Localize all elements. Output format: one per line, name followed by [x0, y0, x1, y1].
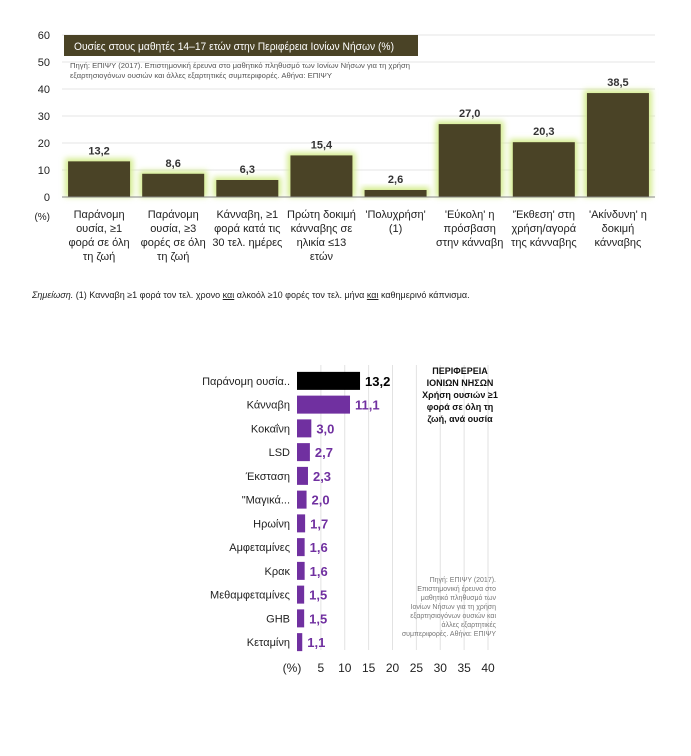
- x-category-label: τη ζωή: [157, 251, 190, 263]
- footnote: [32, 290, 470, 300]
- x-unit-label: (%): [282, 661, 302, 675]
- footnote-text-2: αλκοόλ ≥10 φορές τον τελ. μήνα: [234, 290, 367, 300]
- y-category-label: Κρακ: [264, 565, 290, 578]
- footnote-and-1: και: [222, 290, 235, 300]
- source-line: Επιστημονική έρευνα στο: [417, 586, 496, 593]
- x-category-label: φορά σε όλη: [68, 237, 130, 249]
- x-category-label: φορά κατά τις: [214, 223, 281, 235]
- chart-substances-students: [0, 0, 691, 285]
- x-tick-label-7: 40: [481, 661, 495, 675]
- x-category-label: πρόσβαση: [443, 223, 496, 235]
- y-tick-label-3: 30: [37, 111, 50, 123]
- x-category-label: 'Ακίνδυνη' η: [588, 209, 647, 221]
- data-label: 2,6: [387, 173, 404, 186]
- x-tick-label-0: 5: [317, 661, 325, 675]
- x-category-label: ηλικία ≤13: [296, 237, 347, 249]
- bar: [297, 514, 305, 532]
- y-tick-label-0: 0: [43, 192, 50, 204]
- x-category-label: δοκιμή: [601, 223, 635, 235]
- bar: [297, 491, 307, 509]
- bar: [297, 562, 305, 580]
- chart-title: ΙΟΝΙΩΝ ΝΗΣΩΝ: [426, 378, 494, 388]
- x-category-label: Κάνναβη, ≥1: [216, 209, 279, 221]
- bar: [142, 174, 204, 197]
- bar: [365, 190, 427, 197]
- footnote-text-1: (1) Κανναβη ≥1 φορά τον τελ. χρονο: [73, 290, 223, 300]
- source-line: συμπεριφορές. Αθήνα: ΕΠΙΨΥ: [401, 631, 496, 638]
- bar: [439, 124, 501, 197]
- source-line: άλλες εξαρτητικές: [441, 622, 496, 629]
- source-line: Ιονίων Νήσων για τη χρήση: [410, 604, 496, 611]
- footnote-text-3: καθημερινό κάπνισμα.: [378, 290, 470, 300]
- chart-title: Χρήση ουσιών ≥1: [422, 390, 498, 400]
- data-label: 1,1: [307, 635, 326, 651]
- x-category-label: 'Εύκολη' η: [444, 209, 495, 221]
- x-category-label: 'Πολυχρήση': [365, 209, 426, 221]
- data-label: 20,3: [533, 126, 555, 139]
- x-category-label: ετών: [309, 251, 334, 263]
- y-tick-label-4: 40: [37, 84, 50, 96]
- y-category-label: LSD: [268, 447, 290, 460]
- chart-lifetime-use-by-substance: [0, 350, 691, 756]
- x-tick-label-3: 20: [385, 661, 400, 675]
- x-category-label: Παράνομη: [147, 209, 199, 221]
- x-category-label: κάνναβης: [594, 237, 642, 249]
- bar: [587, 93, 649, 197]
- x-tick-label-2: 15: [361, 661, 376, 675]
- x-category-label: ουσία, ≥3: [150, 223, 197, 235]
- y-category-label: Ηρωίνη: [253, 518, 290, 531]
- chart-title: φορά σε όλη τη: [426, 402, 494, 412]
- bar: [297, 467, 308, 485]
- bar: [297, 609, 304, 627]
- bar: [297, 372, 360, 390]
- chart-title: Ουσίες στους μαθητές 14–17 ετών στην Περιφέρεια Ιονίων Νήσων (%): [74, 41, 394, 53]
- source-line: Πηγή: ΕΠΙΨΥ (2017).: [429, 577, 496, 584]
- bar: [297, 633, 302, 651]
- data-label: 15,4: [310, 139, 333, 152]
- x-category-label: (1): [388, 223, 403, 235]
- data-label: 2,7: [314, 445, 333, 461]
- data-label: 27,0: [458, 108, 481, 121]
- y-category-label: GHB: [266, 613, 290, 626]
- data-label: 3,0: [316, 421, 335, 437]
- y-category-label: Παράνομη ουσία..: [202, 375, 290, 388]
- data-label: 13,2: [88, 145, 110, 158]
- x-category-label: στην κάνναβη: [436, 237, 504, 249]
- footnote-prefix: Σημείωση.: [32, 290, 74, 300]
- data-label: 2,0: [311, 492, 330, 508]
- bar: [513, 142, 575, 197]
- chart-title: ΠΕΡΙΦΕΡΕΙΑ: [432, 366, 488, 376]
- bar: [290, 155, 352, 197]
- x-category-label: 'Έκθεση' στη: [512, 209, 576, 221]
- x-tick-label-1: 10: [338, 661, 352, 675]
- x-category-label: χρήση/αγορά: [511, 223, 577, 235]
- data-label: 38,5: [607, 77, 629, 90]
- source-line: εξαρτησιογόνων ουσιών και άλλες εξαρτητικές συμπεριφορές. Αθήνα: ΕΠΙΨΥ: [70, 73, 309, 80]
- data-label: 8,6: [165, 157, 181, 170]
- x-category-label: ουσία, ≥1: [76, 223, 123, 235]
- y-category-label: Αμφεταμίνες: [229, 542, 290, 555]
- data-label: 6,3: [239, 163, 255, 176]
- source-line: μαθητικό πληθυσμό των: [420, 595, 496, 602]
- y-category-label: Μεθαμφεταμίνες: [210, 589, 290, 602]
- data-label: 11,1: [355, 397, 380, 413]
- bar: [297, 538, 305, 556]
- x-category-label: 30 τελ. ημέρες: [212, 237, 283, 249]
- x-category-label: Πρώτη δοκιμή: [287, 209, 356, 221]
- bar: [297, 586, 304, 604]
- bar: [297, 419, 311, 437]
- x-tick-label-5: 30: [433, 661, 447, 675]
- x-category-label: της κάνναβης: [510, 237, 577, 249]
- data-label: 1,6: [309, 563, 328, 579]
- source-line: εξαρτησιογόνων ουσιών και: [410, 613, 496, 620]
- y-category-label: Κοκαΐνη: [250, 423, 290, 436]
- y-category-label: "Μαγικά...: [241, 494, 290, 507]
- data-label: 1,5: [309, 611, 328, 627]
- y-tick-label-6: 60: [37, 30, 50, 42]
- x-category-label: φορές σε όλη: [140, 237, 206, 249]
- data-label: 13,2: [365, 373, 391, 389]
- chart-title: ζωή, ανά ουσία: [427, 414, 493, 424]
- bar: [297, 443, 310, 461]
- bar: [68, 161, 130, 197]
- bar: [216, 180, 278, 197]
- data-label: 1,6: [309, 540, 328, 556]
- x-category-label: τη ζωή: [82, 251, 116, 263]
- data-label: 1,5: [309, 587, 328, 603]
- y-category-label: Έκσταση: [245, 470, 290, 483]
- x-category-label: κάνναβης σε: [290, 223, 353, 235]
- x-tick-label-6: 35: [457, 661, 471, 675]
- data-label: 1,7: [310, 516, 329, 532]
- bar: [297, 396, 350, 414]
- y-unit-label: (%): [34, 212, 50, 223]
- y-category-label: Κάνναβη: [246, 399, 290, 412]
- x-tick-label-4: 25: [409, 661, 424, 675]
- source-line: Πηγή: ΕΠΙΨΥ (2017). Επιστημονική έρευνα στο μαθητικό πληθυσμό των Ιονίων Νήσων για τη χρήση: [70, 63, 382, 70]
- footnote-and-2: και: [366, 290, 379, 300]
- data-label: 2,3: [312, 468, 332, 484]
- y-tick-label-1: 10: [37, 165, 50, 177]
- y-tick-label-2: 20: [37, 138, 50, 150]
- x-category-label: Παράνομη: [73, 209, 125, 221]
- y-category-label: Κεταμίνη: [246, 637, 290, 650]
- y-tick-label-5: 50: [37, 57, 50, 69]
